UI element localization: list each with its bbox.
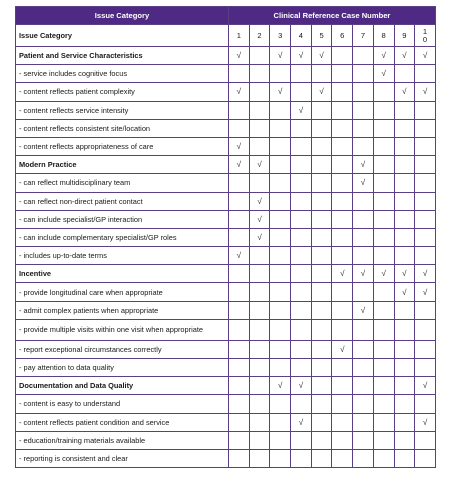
empty-cell bbox=[394, 377, 415, 395]
empty-cell bbox=[415, 137, 436, 155]
check-mark-cell: √ bbox=[373, 265, 394, 283]
empty-cell bbox=[270, 210, 291, 228]
empty-cell bbox=[291, 340, 312, 358]
empty-cell bbox=[229, 283, 250, 301]
empty-cell bbox=[229, 192, 250, 210]
empty-cell bbox=[291, 301, 312, 319]
empty-cell bbox=[415, 192, 436, 210]
empty-cell bbox=[270, 319, 291, 340]
empty-cell bbox=[311, 377, 332, 395]
empty-cell bbox=[373, 340, 394, 358]
check-mark-cell: √ bbox=[291, 47, 312, 65]
empty-cell bbox=[311, 119, 332, 137]
empty-cell bbox=[373, 174, 394, 192]
empty-cell bbox=[249, 65, 270, 83]
empty-cell bbox=[373, 319, 394, 340]
empty-cell bbox=[229, 101, 250, 119]
empty-cell bbox=[332, 47, 353, 65]
empty-cell bbox=[373, 101, 394, 119]
check-mark-cell: √ bbox=[353, 174, 374, 192]
empty-cell bbox=[311, 137, 332, 155]
check-mark-cell: √ bbox=[291, 101, 312, 119]
empty-cell bbox=[394, 101, 415, 119]
empty-cell bbox=[311, 359, 332, 377]
issue-label: - provide longitudinal care when appropriate bbox=[16, 283, 229, 301]
empty-cell bbox=[291, 319, 312, 340]
empty-cell bbox=[311, 156, 332, 174]
empty-cell bbox=[415, 301, 436, 319]
check-mark-cell: √ bbox=[270, 377, 291, 395]
empty-cell bbox=[291, 65, 312, 83]
empty-cell bbox=[291, 156, 312, 174]
empty-cell bbox=[270, 413, 291, 431]
empty-cell bbox=[249, 340, 270, 358]
empty-cell bbox=[373, 119, 394, 137]
empty-cell bbox=[291, 265, 312, 283]
empty-cell bbox=[291, 210, 312, 228]
empty-cell bbox=[270, 265, 291, 283]
empty-cell bbox=[311, 65, 332, 83]
empty-cell bbox=[373, 210, 394, 228]
empty-cell bbox=[249, 395, 270, 413]
empty-cell bbox=[353, 119, 374, 137]
empty-cell bbox=[415, 319, 436, 340]
empty-cell bbox=[353, 83, 374, 101]
category-row bbox=[16, 156, 436, 174]
empty-cell bbox=[353, 228, 374, 246]
empty-cell bbox=[249, 247, 270, 265]
issue-label: - pay attention to data quality bbox=[16, 359, 229, 377]
empty-cell bbox=[249, 283, 270, 301]
empty-cell bbox=[394, 431, 415, 449]
issue-label: - admit complex patients when appropriate bbox=[16, 301, 229, 319]
case-number-5: 5 bbox=[311, 25, 332, 47]
case-number-10 bbox=[415, 25, 436, 47]
empty-cell bbox=[270, 359, 291, 377]
empty-cell bbox=[291, 228, 312, 246]
empty-cell bbox=[332, 431, 353, 449]
empty-cell bbox=[332, 319, 353, 340]
empty-cell bbox=[229, 301, 250, 319]
empty-cell bbox=[394, 174, 415, 192]
category-label: Documentation and Data Quality bbox=[16, 377, 229, 395]
check-mark-cell: √ bbox=[291, 377, 312, 395]
case-number-9: 9 bbox=[394, 25, 415, 47]
empty-cell bbox=[229, 395, 250, 413]
empty-cell bbox=[394, 192, 415, 210]
empty-cell bbox=[311, 210, 332, 228]
empty-cell bbox=[270, 283, 291, 301]
empty-cell bbox=[373, 247, 394, 265]
empty-cell bbox=[353, 431, 374, 449]
case-number-8: 8 bbox=[373, 25, 394, 47]
empty-cell bbox=[415, 65, 436, 83]
empty-cell bbox=[373, 359, 394, 377]
issue-row bbox=[16, 137, 436, 155]
empty-cell bbox=[353, 65, 374, 83]
issue-label: - can include complementary specialist/GP roles bbox=[16, 228, 229, 246]
empty-cell bbox=[394, 119, 415, 137]
empty-cell bbox=[311, 265, 332, 283]
empty-cell bbox=[373, 431, 394, 449]
check-mark-cell: √ bbox=[415, 265, 436, 283]
empty-cell bbox=[291, 395, 312, 413]
check-mark-cell: √ bbox=[291, 413, 312, 431]
check-mark-cell: √ bbox=[394, 283, 415, 301]
empty-cell bbox=[415, 247, 436, 265]
issue-label: - content reflects consistent site/location bbox=[16, 119, 229, 137]
empty-cell bbox=[270, 301, 291, 319]
check-mark-cell: √ bbox=[229, 156, 250, 174]
empty-cell bbox=[229, 119, 250, 137]
empty-cell bbox=[415, 101, 436, 119]
header-issue-category: Issue Category bbox=[16, 7, 229, 25]
issue-row bbox=[16, 247, 436, 265]
empty-cell bbox=[394, 359, 415, 377]
empty-cell bbox=[353, 101, 374, 119]
check-mark-cell: √ bbox=[394, 265, 415, 283]
empty-cell bbox=[249, 449, 270, 467]
empty-cell bbox=[373, 137, 394, 155]
case-number-4: 4 bbox=[291, 25, 312, 47]
check-mark-cell: √ bbox=[270, 47, 291, 65]
empty-cell bbox=[311, 340, 332, 358]
empty-cell bbox=[332, 413, 353, 431]
empty-cell bbox=[270, 449, 291, 467]
check-mark-cell: √ bbox=[249, 228, 270, 246]
empty-cell bbox=[229, 174, 250, 192]
empty-cell bbox=[291, 192, 312, 210]
empty-cell bbox=[249, 119, 270, 137]
case-number-7: 7 bbox=[353, 25, 374, 47]
empty-cell bbox=[353, 247, 374, 265]
issue-row bbox=[16, 319, 436, 340]
check-mark-cell: √ bbox=[353, 156, 374, 174]
empty-cell bbox=[311, 449, 332, 467]
empty-cell bbox=[373, 413, 394, 431]
empty-cell bbox=[311, 101, 332, 119]
empty-cell bbox=[311, 228, 332, 246]
check-mark-cell: √ bbox=[353, 301, 374, 319]
issue-row bbox=[16, 174, 436, 192]
empty-cell bbox=[353, 47, 374, 65]
category-label: Patient and Service Characteristics bbox=[16, 47, 229, 65]
check-mark-cell: √ bbox=[373, 47, 394, 65]
check-mark-cell: √ bbox=[229, 247, 250, 265]
category-label: Incentive bbox=[16, 265, 229, 283]
subheader-label: Issue Category bbox=[16, 25, 229, 47]
issue-row bbox=[16, 283, 436, 301]
empty-cell bbox=[415, 431, 436, 449]
empty-cell bbox=[270, 247, 291, 265]
empty-cell bbox=[373, 301, 394, 319]
empty-cell bbox=[415, 174, 436, 192]
issue-row bbox=[16, 449, 436, 467]
empty-cell bbox=[373, 449, 394, 467]
check-mark-cell: √ bbox=[373, 65, 394, 83]
empty-cell bbox=[311, 247, 332, 265]
issue-label: - can reflect multidisciplinary team bbox=[16, 174, 229, 192]
empty-cell bbox=[229, 265, 250, 283]
check-mark-cell: √ bbox=[229, 47, 250, 65]
empty-cell bbox=[249, 319, 270, 340]
issue-label: - content reflects appropriateness of care bbox=[16, 137, 229, 155]
check-mark-cell: √ bbox=[415, 47, 436, 65]
issue-row bbox=[16, 192, 436, 210]
empty-cell bbox=[291, 119, 312, 137]
empty-cell bbox=[415, 156, 436, 174]
issue-category-table bbox=[15, 6, 436, 468]
empty-cell bbox=[270, 65, 291, 83]
check-mark-cell: √ bbox=[229, 83, 250, 101]
check-mark-cell: √ bbox=[311, 83, 332, 101]
empty-cell bbox=[270, 228, 291, 246]
empty-cell bbox=[229, 431, 250, 449]
empty-cell bbox=[353, 413, 374, 431]
issue-label: - provide multiple visits within one visit when appropriate bbox=[16, 319, 229, 340]
check-mark-cell: √ bbox=[229, 137, 250, 155]
check-mark-cell: √ bbox=[332, 340, 353, 358]
empty-cell bbox=[332, 377, 353, 395]
table-header-row bbox=[16, 7, 436, 25]
empty-cell bbox=[311, 431, 332, 449]
empty-cell bbox=[311, 395, 332, 413]
issue-row bbox=[16, 340, 436, 358]
issue-label: - education/training materials available bbox=[16, 431, 229, 449]
empty-cell bbox=[353, 449, 374, 467]
check-mark-cell: √ bbox=[415, 283, 436, 301]
empty-cell bbox=[270, 340, 291, 358]
empty-cell bbox=[311, 283, 332, 301]
empty-cell bbox=[332, 119, 353, 137]
empty-cell bbox=[394, 413, 415, 431]
issue-label: - report exceptional circumstances correctly bbox=[16, 340, 229, 358]
check-mark-cell: √ bbox=[353, 265, 374, 283]
empty-cell bbox=[249, 431, 270, 449]
issue-row bbox=[16, 359, 436, 377]
issue-label: - includes up-to-date terms bbox=[16, 247, 229, 265]
empty-cell bbox=[394, 137, 415, 155]
issue-row bbox=[16, 210, 436, 228]
issue-label: - content reflects patient condition and service bbox=[16, 413, 229, 431]
empty-cell bbox=[353, 192, 374, 210]
empty-cell bbox=[249, 137, 270, 155]
empty-cell bbox=[394, 247, 415, 265]
empty-cell bbox=[249, 265, 270, 283]
category-row bbox=[16, 377, 436, 395]
issue-row bbox=[16, 119, 436, 137]
check-mark-cell: √ bbox=[270, 83, 291, 101]
empty-cell bbox=[249, 47, 270, 65]
empty-cell bbox=[353, 210, 374, 228]
check-mark-cell: √ bbox=[415, 413, 436, 431]
check-mark-cell: √ bbox=[332, 265, 353, 283]
check-mark-cell: √ bbox=[415, 83, 436, 101]
empty-cell bbox=[332, 301, 353, 319]
issue-label: - content is easy to understand bbox=[16, 395, 229, 413]
empty-cell bbox=[249, 359, 270, 377]
issue-label: - content reflects patient complexity bbox=[16, 83, 229, 101]
empty-cell bbox=[394, 210, 415, 228]
empty-cell bbox=[249, 301, 270, 319]
empty-cell bbox=[332, 83, 353, 101]
empty-cell bbox=[270, 174, 291, 192]
issue-label: - reporting is consistent and clear bbox=[16, 449, 229, 467]
issue-row bbox=[16, 83, 436, 101]
empty-cell bbox=[394, 449, 415, 467]
empty-cell bbox=[353, 377, 374, 395]
empty-cell bbox=[415, 119, 436, 137]
empty-cell bbox=[229, 228, 250, 246]
empty-cell bbox=[332, 65, 353, 83]
empty-cell bbox=[373, 377, 394, 395]
issue-row bbox=[16, 395, 436, 413]
empty-cell bbox=[229, 413, 250, 431]
empty-cell bbox=[291, 283, 312, 301]
empty-cell bbox=[291, 449, 312, 467]
empty-cell bbox=[270, 395, 291, 413]
empty-cell bbox=[291, 247, 312, 265]
issue-label: - can reflect non-direct patient contact bbox=[16, 192, 229, 210]
case-number-6: 6 bbox=[332, 25, 353, 47]
empty-cell bbox=[353, 359, 374, 377]
empty-cell bbox=[415, 340, 436, 358]
issue-row bbox=[16, 65, 436, 83]
empty-cell bbox=[311, 301, 332, 319]
empty-cell bbox=[353, 319, 374, 340]
empty-cell bbox=[373, 192, 394, 210]
empty-cell bbox=[373, 156, 394, 174]
empty-cell bbox=[332, 192, 353, 210]
empty-cell bbox=[332, 283, 353, 301]
case-number-3: 3 bbox=[270, 25, 291, 47]
empty-cell bbox=[394, 301, 415, 319]
empty-cell bbox=[270, 119, 291, 137]
empty-cell bbox=[394, 156, 415, 174]
empty-cell bbox=[291, 174, 312, 192]
empty-cell bbox=[291, 83, 312, 101]
empty-cell bbox=[291, 359, 312, 377]
empty-cell bbox=[249, 101, 270, 119]
empty-cell bbox=[291, 137, 312, 155]
category-row bbox=[16, 47, 436, 65]
empty-cell bbox=[353, 283, 374, 301]
issue-row bbox=[16, 101, 436, 119]
empty-cell bbox=[332, 228, 353, 246]
check-mark-cell: √ bbox=[249, 192, 270, 210]
header-case-number: Clinical Reference Case Number bbox=[229, 7, 436, 25]
category-row bbox=[16, 265, 436, 283]
check-mark-cell: √ bbox=[415, 377, 436, 395]
empty-cell bbox=[353, 340, 374, 358]
empty-cell bbox=[394, 65, 415, 83]
empty-cell bbox=[373, 283, 394, 301]
empty-cell bbox=[229, 449, 250, 467]
empty-cell bbox=[332, 101, 353, 119]
issue-row bbox=[16, 431, 436, 449]
empty-cell bbox=[332, 174, 353, 192]
issue-row bbox=[16, 413, 436, 431]
empty-cell bbox=[332, 395, 353, 413]
empty-cell bbox=[229, 210, 250, 228]
empty-cell bbox=[270, 431, 291, 449]
check-mark-cell: √ bbox=[249, 156, 270, 174]
empty-cell bbox=[270, 192, 291, 210]
empty-cell bbox=[415, 228, 436, 246]
subheader-row bbox=[16, 25, 436, 47]
check-mark-cell: √ bbox=[249, 210, 270, 228]
category-label: Modern Practice bbox=[16, 156, 229, 174]
issue-row bbox=[16, 301, 436, 319]
empty-cell bbox=[394, 319, 415, 340]
empty-cell bbox=[229, 65, 250, 83]
case-number-10-text: 1 0 bbox=[422, 26, 428, 44]
empty-cell bbox=[373, 395, 394, 413]
empty-cell bbox=[415, 210, 436, 228]
empty-cell bbox=[249, 83, 270, 101]
empty-cell bbox=[311, 319, 332, 340]
empty-cell bbox=[249, 413, 270, 431]
empty-cell bbox=[353, 137, 374, 155]
empty-cell bbox=[229, 340, 250, 358]
case-number-2: 2 bbox=[249, 25, 270, 47]
empty-cell bbox=[270, 137, 291, 155]
empty-cell bbox=[229, 377, 250, 395]
issue-label: - service includes cognitive focus bbox=[16, 65, 229, 83]
empty-cell bbox=[415, 359, 436, 377]
empty-cell bbox=[249, 377, 270, 395]
empty-cell bbox=[249, 174, 270, 192]
empty-cell bbox=[394, 340, 415, 358]
issue-row bbox=[16, 228, 436, 246]
empty-cell bbox=[270, 101, 291, 119]
empty-cell bbox=[332, 247, 353, 265]
empty-cell bbox=[311, 413, 332, 431]
empty-cell bbox=[415, 449, 436, 467]
empty-cell bbox=[332, 449, 353, 467]
empty-cell bbox=[291, 431, 312, 449]
empty-cell bbox=[332, 359, 353, 377]
empty-cell bbox=[311, 192, 332, 210]
issue-label: - content reflects service intensity bbox=[16, 101, 229, 119]
empty-cell bbox=[394, 228, 415, 246]
check-mark-cell: √ bbox=[394, 83, 415, 101]
empty-cell bbox=[270, 156, 291, 174]
empty-cell bbox=[332, 156, 353, 174]
empty-cell bbox=[332, 210, 353, 228]
empty-cell bbox=[415, 395, 436, 413]
issue-label: - can include specialist/GP interaction bbox=[16, 210, 229, 228]
case-number-1: 1 bbox=[229, 25, 250, 47]
empty-cell bbox=[332, 137, 353, 155]
check-mark-cell: √ bbox=[311, 47, 332, 65]
table-body bbox=[16, 25, 436, 468]
empty-cell bbox=[311, 174, 332, 192]
empty-cell bbox=[229, 319, 250, 340]
empty-cell bbox=[353, 395, 374, 413]
empty-cell bbox=[229, 359, 250, 377]
empty-cell bbox=[373, 228, 394, 246]
empty-cell bbox=[373, 83, 394, 101]
empty-cell bbox=[394, 395, 415, 413]
check-mark-cell: √ bbox=[394, 47, 415, 65]
